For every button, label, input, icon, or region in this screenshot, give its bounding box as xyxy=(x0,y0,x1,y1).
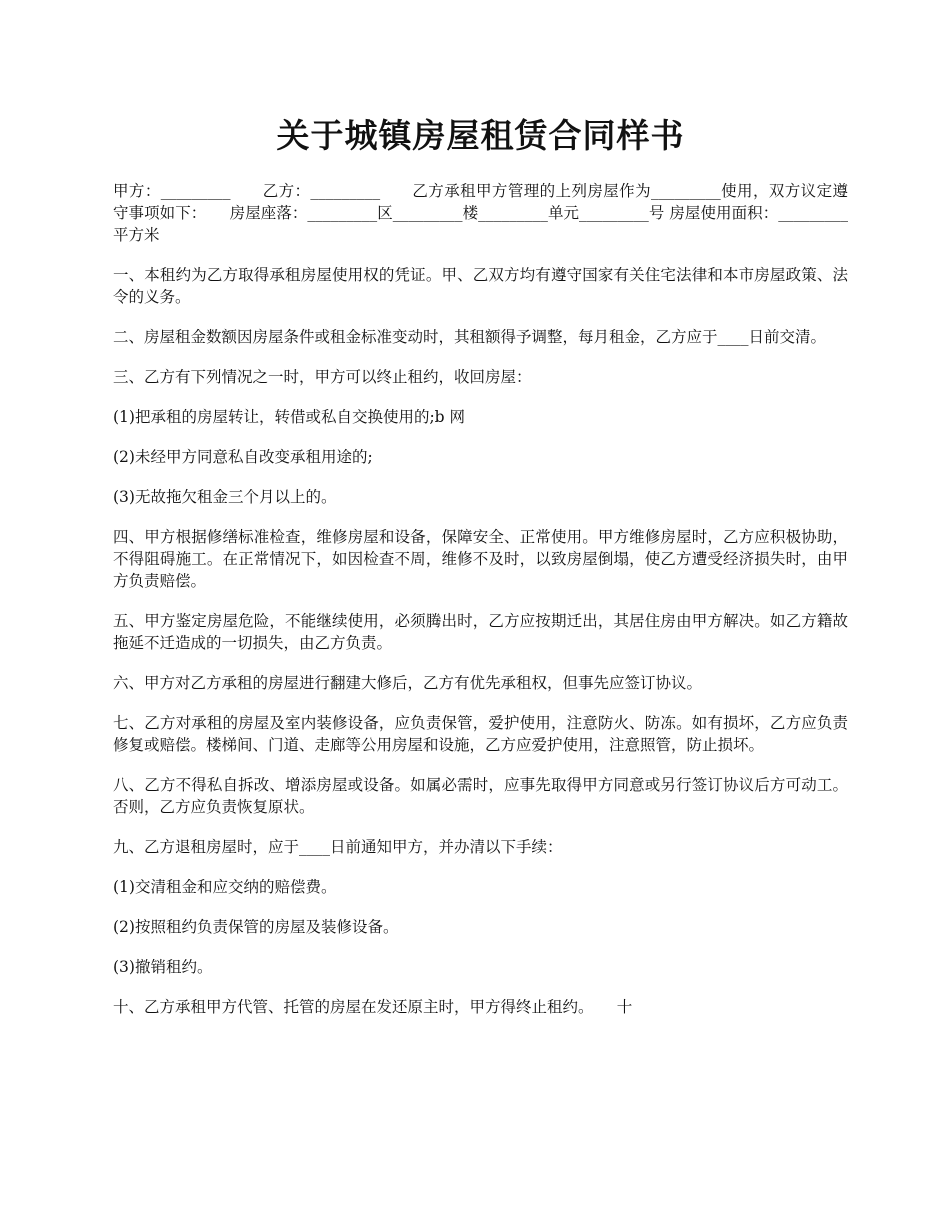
clause-3-item-3: (3)无故拖欠租金三个月以上的。 xyxy=(113,488,337,506)
contract-header: 甲方：_________ 乙方：_________ 乙方承租甲方管理的上列房屋作为_________使用，双方议定遵守事项如下： 房屋座落：_________区_________楼_________单元_________号 房屋使用面积：_________平方米 xyxy=(113,182,848,244)
clause-9: 九、乙方退租房屋时，应于____日前通知甲方，并办清以下手续： xyxy=(113,838,563,856)
document-title: 关于城镇房屋租赁合同样书 xyxy=(276,116,685,155)
document-body xyxy=(113,180,848,1018)
clause-9-item-3: (3)撤销租约。 xyxy=(113,958,213,976)
clause-10: 十、乙方承租甲方代管、托管的房屋在发还原主时，甲方得终止租约。 十 xyxy=(113,998,633,1016)
clause-3-item-2: (2)未经甲方同意私自改变承租用途的; xyxy=(113,448,373,466)
clause-9-item-1: (1)交清租金和应交纳的赔偿费。 xyxy=(113,878,337,896)
clause-2: 二、房屋租金数额因房屋条件或租金标准变动时，其租额得予调整，每月租金，乙方应于____日前交清。 xyxy=(113,328,827,346)
clause-3: 三、乙方有下列情况之一时，甲方可以终止租约，收回房屋： xyxy=(113,368,532,386)
clause-5: 五、甲方鉴定房屋危险，不能继续使用，必须腾出时，乙方应按期迁出，其居住房由甲方解决。如乙方籍故拖延不迁造成的一切损失，由乙方负责。 xyxy=(113,612,848,652)
clause-1: 一、本租约为乙方取得承租房屋使用权的凭证。甲、乙双方均有遵守国家有关住宅法律和本市房屋政策、法令的义务。 xyxy=(113,266,848,306)
clause-6: 六、甲方对乙方承租的房屋进行翻建大修后，乙方有优先承租权，但事先应签订协议。 xyxy=(113,674,703,692)
clause-3-item-1: (1)把承租的房屋转让，转借或私自交换使用的;b 网 xyxy=(113,408,466,426)
document-page xyxy=(113,0,848,1230)
clause-8: 八、乙方不得私自拆改、增添房屋或设备。如属必需时，应事先取得甲方同意或另行签订协议后方可动工。否则，乙方应负责恢复原状。 xyxy=(113,776,848,816)
clause-7: 七、乙方对承租的房屋及室内装修设备，应负责保管，爱护使用，注意防火、防冻。如有损坏，乙方应负责修复或赔偿。楼梯间、门道、走廊等公用房屋和设施，乙方应爱护使用，注意照管，防止损坏。 xyxy=(113,714,848,754)
clause-9-item-2: (2)按照租约负责保管的房屋及装修设备。 xyxy=(113,918,399,936)
clause-4: 四、甲方根据修缮标准检查，维修房屋和设备，保障安全、正常使用。甲方维修房屋时，乙方应积极协助，不得阻碍施工。在正常情况下，如因检查不周，维修不及时，以致房屋倒塌，使乙方遭受经济损失时，由甲方负责赔偿。 xyxy=(113,528,848,590)
